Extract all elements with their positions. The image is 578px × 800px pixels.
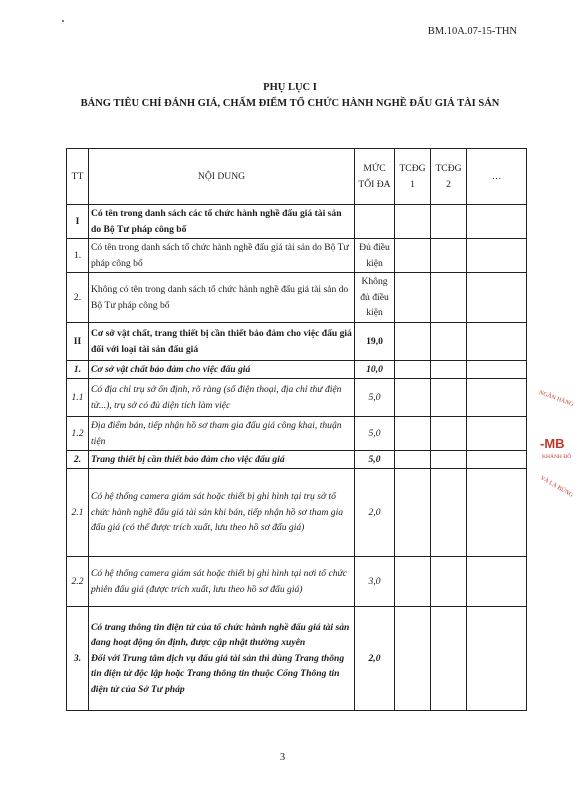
row-content: Không có tên trong danh sách tổ chức hành nghề đấu giá tài sản do Bộ Tư pháp công bố <box>89 273 355 323</box>
row-content: Có trang thông tin điện tử của tổ chức hành nghề đấu giá tài sản đang hoạt động ổn định, được cập nhật thường xuyên Đối với Trung tâm dịch vụ đấu giá tài sản thì dùng Trang thông tin điện tử độc lập hoặc Trang thông tin thuộc Cổng Thông tin điện tử của Sở Tư pháp <box>89 607 355 711</box>
row-tcdg-1 <box>395 451 431 469</box>
row-content: Có tên trong danh sách tổ chức hành nghề đấu giá tài sản do Bộ Tư pháp công bố <box>89 239 355 273</box>
row-max-score: 5,0 <box>355 379 395 417</box>
stamp-text-bottom: VÀ LÀ BÚNG <box>538 475 574 499</box>
row-max-score: 19,0 <box>355 323 395 361</box>
row-content: Địa điểm bán, tiếp nhận hồ sơ tham gia đấu giá công khai, thuận tiện <box>89 417 355 451</box>
stamp-text-sub: KHÁNH ĐÔ <box>542 454 572 460</box>
row-max-score: 2,0 <box>355 607 395 711</box>
row-tcdg-1 <box>395 417 431 451</box>
row-tcdg-2 <box>431 239 467 273</box>
row-number: 2. <box>67 451 89 469</box>
header-tt: TT <box>67 149 89 205</box>
row-more <box>467 379 527 417</box>
row-content: Cơ sở vật chất bảo đảm cho việc đấu giá <box>89 361 355 379</box>
row-number: 2. <box>67 273 89 323</box>
row-tcdg-2 <box>431 273 467 323</box>
red-stamp-fragment <box>538 389 578 506</box>
row-max-score: 2,0 <box>355 469 395 557</box>
table-row <box>67 323 527 361</box>
row-more <box>467 273 527 323</box>
row-max-score: 5,0 <box>355 417 395 451</box>
table-row <box>67 361 527 379</box>
row-tcdg-1 <box>395 205 431 239</box>
header-tcdg-2: TCĐG 2 <box>431 149 467 205</box>
row-tcdg-2 <box>431 557 467 607</box>
table-header-row <box>67 149 527 205</box>
table-row <box>67 607 527 711</box>
row-tcdg-1 <box>395 323 431 361</box>
row-content: Có địa chỉ trụ sở ổn định, rõ ràng (số điện thoại, địa chỉ thư điện tử...), trụ sở có đủ diện tích làm việc <box>89 379 355 417</box>
row-tcdg-2 <box>431 417 467 451</box>
row-max-score: Không đủ điều kiện <box>355 273 395 323</box>
row-number: 1.1 <box>67 379 89 417</box>
table-row <box>67 451 527 469</box>
table-row <box>67 557 527 607</box>
row-number: 2.2 <box>67 557 89 607</box>
header-more: … <box>467 149 527 205</box>
row-more <box>467 451 527 469</box>
document-code: BM.10A.07-15-THN <box>427 26 517 37</box>
row-tcdg-2 <box>431 607 467 711</box>
row-tcdg-2 <box>431 451 467 469</box>
stamp-text-middle: -MB <box>540 436 565 451</box>
row-number: 1. <box>67 239 89 273</box>
table-row <box>67 239 527 273</box>
row-max-score <box>355 205 395 239</box>
row-tcdg-1 <box>395 273 431 323</box>
criteria-table <box>66 148 527 711</box>
row-max-score: 10,0 <box>355 361 395 379</box>
row-number: 1. <box>67 361 89 379</box>
row-max-score: 3,0 <box>355 557 395 607</box>
row-number: 2.1 <box>67 469 89 557</box>
row-more <box>467 239 527 273</box>
stamp-text-top: NGÂN HÀNG <box>538 389 575 409</box>
title-main: BẢNG TIÊU CHÍ ĐÁNH GIÁ, CHẤM ĐIỂM TỔ CHỨC HÀNH NGHỀ ĐẤU GIÁ TÀI SẢN <box>80 98 500 109</box>
row-more <box>467 361 527 379</box>
row-max-score: Đủ điều kiện <box>355 239 395 273</box>
row-tcdg-1 <box>395 607 431 711</box>
row-number: II <box>67 323 89 361</box>
row-tcdg-1 <box>395 379 431 417</box>
row-tcdg-1 <box>395 557 431 607</box>
header-noi-dung: NỘI DUNG <box>89 149 355 205</box>
row-content: Cơ sở vật chất, trang thiết bị cần thiết bảo đảm cho việc đấu giá đối với loại tài sản đấu giá <box>89 323 355 361</box>
row-more <box>467 469 527 557</box>
row-tcdg-2 <box>431 205 467 239</box>
row-max-score: 5,0 <box>355 451 395 469</box>
row-tcdg-2 <box>431 469 467 557</box>
scan-dot <box>62 20 64 22</box>
row-tcdg-2 <box>431 379 467 417</box>
table-row <box>67 273 527 323</box>
row-number: 3. <box>67 607 89 711</box>
row-more <box>467 205 527 239</box>
header-muc-toi-da: MỨC TỐI ĐA <box>355 149 395 205</box>
row-tcdg-2 <box>431 361 467 379</box>
row-more <box>467 557 527 607</box>
table-row <box>67 469 527 557</box>
row-content: Có hệ thống camera giám sát hoặc thiết bị ghi hình tại trụ sở tổ chức hành nghề đấu giá tài sản khi bán, tiếp nhận hồ sơ tham gia đấu giá (có thể được trích xuất, lưu theo hồ sơ đấu giá) <box>89 469 355 557</box>
row-more <box>467 417 527 451</box>
row-tcdg-1 <box>395 361 431 379</box>
row-tcdg-2 <box>431 323 467 361</box>
row-content: Trang thiết bị cần thiết bảo đảm cho việc đấu giá <box>89 451 355 469</box>
row-content: Có tên trong danh sách các tổ chức hành nghề đấu giá tài sản do Bộ Tư pháp công bố <box>89 205 355 239</box>
table-row <box>67 379 527 417</box>
page-number: 3 <box>279 752 286 763</box>
row-tcdg-1 <box>395 469 431 557</box>
row-number: I <box>67 205 89 239</box>
table-row <box>67 417 527 451</box>
document-title <box>60 80 520 112</box>
table-row <box>67 205 527 239</box>
title-appendix: PHỤ LỤC I <box>263 82 317 93</box>
row-content: Có hệ thống camera giám sát hoặc thiết bị ghi hình tại nơi tổ chức phiên đấu giá (được trích xuất, lưu theo hồ sơ đấu giá) <box>89 557 355 607</box>
row-number: 1.2 <box>67 417 89 451</box>
row-more <box>467 607 527 711</box>
header-tcdg-1: TCĐG 1 <box>395 149 431 205</box>
row-more <box>467 323 527 361</box>
row-tcdg-1 <box>395 239 431 273</box>
